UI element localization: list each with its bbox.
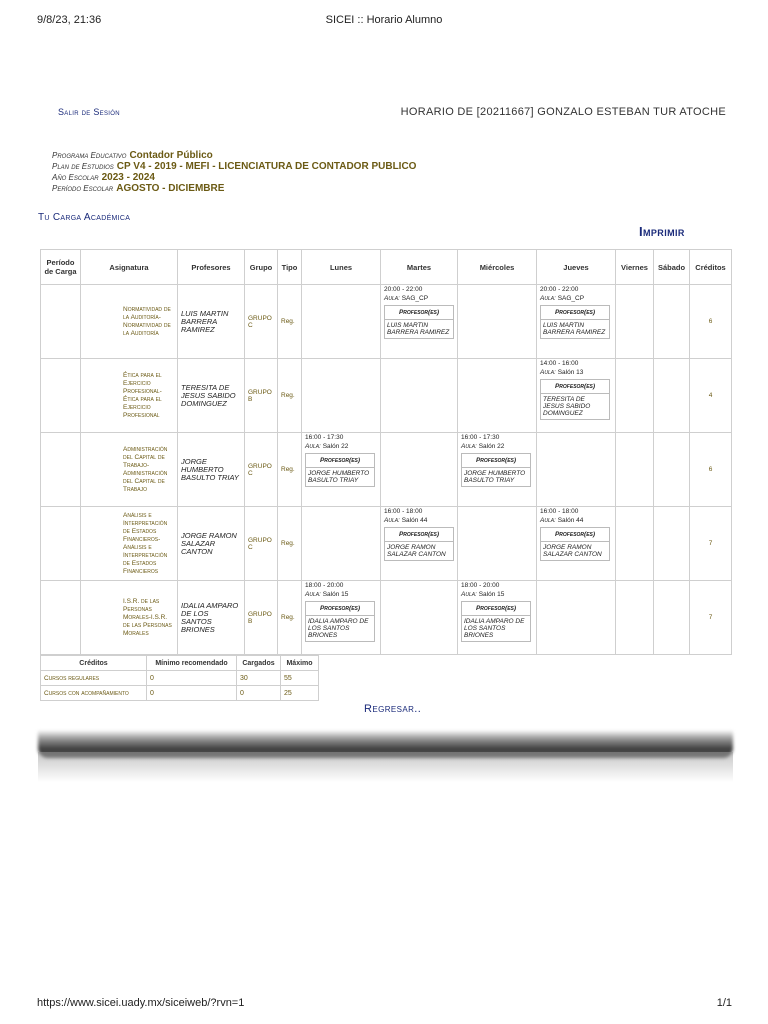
print-title: SICEI :: Horario Alumno [325,14,443,26]
slot-room [461,443,533,450]
day-slot-miercoles [458,507,537,581]
col-header: Asignatura [81,250,178,285]
day-slot-lunes [302,359,381,433]
professor-name: LUIS MARTIN BARRERA RAMIREZ [178,285,245,359]
day-slot-martes [381,433,458,507]
col-header: Sábado [654,250,690,285]
type-cell: Reg. [278,285,302,359]
credits-col-header: Máximo [281,656,319,671]
horario-title: HORARIO DE [20211667] GONZALO ESTEBAN TUR ATOCHE [400,106,726,118]
day-slot-viernes [616,507,654,581]
room-label: Aula: [540,295,556,302]
day-slot-viernes [616,581,654,655]
programa-label: Programa Educativo [52,151,127,160]
room-value: SAG_CP [557,295,585,302]
day-slot-lunes [302,507,381,581]
professor-name: IDALIA AMPARO DE LOS SANTOS BRIONES [178,581,245,655]
day-slot-jueves [537,359,616,433]
day-slot-lunes [302,433,381,507]
credits-col-header: Créditos [41,656,147,671]
professor-box-header: Profesor(es) [541,380,609,394]
day-slot-lunes [302,581,381,655]
credits-row [41,671,319,686]
day-slot-martes [381,359,458,433]
col-header: Lunes [302,250,381,285]
professor-box [461,601,531,642]
period-cell [41,507,81,581]
room-label: Aula: [540,517,556,524]
col-header: Período de Carga [41,250,81,285]
type-cell: Reg. [278,581,302,655]
room-value: SAG_CP [401,295,429,302]
table-row [41,285,732,359]
day-slot-martes [381,285,458,359]
periodo-label: Período Escolar [52,184,114,193]
professor-box [305,453,375,487]
room-label: Aula: [384,517,400,524]
col-header: Tipo [278,250,302,285]
day-slot-martes [381,581,458,655]
col-header: Créditos [690,250,732,285]
slot-time: 20:00 - 22:00 [540,286,579,293]
slot-room [305,591,377,598]
group-cell: GRUPO B [245,581,278,655]
professor-box-name: JORGE HUMBERTO BASULTO TRIAY [308,470,370,484]
back-link[interactable]: Regresar.. [364,703,422,715]
professor-box [540,527,610,561]
slot-room [305,443,377,450]
day-slot-sabado [654,581,690,655]
col-header: Martes [381,250,458,285]
credits-cell: 6 [690,285,732,359]
professor-box-header: Profesor(es) [385,306,453,320]
day-slot-jueves [537,433,616,507]
slot-time: 16:00 - 18:00 [384,508,423,515]
credits-col-header: Cargados [237,656,281,671]
day-slot-lunes [302,285,381,359]
period-cell [41,285,81,359]
programa-value: Contador Público [129,150,213,161]
slot-time: 16:00 - 18:00 [540,508,579,515]
slot-time: 16:00 - 17:30 [305,434,344,441]
table-row [41,581,732,655]
room-value: Salón 22 [478,443,505,450]
day-slot-sabado [654,359,690,433]
credits-header-row [41,656,319,671]
slot-room [540,295,612,302]
credits-table [40,655,319,701]
professor-box-name: JORGE RAMON SALAZAR CANTON [543,544,602,558]
slot-time: 18:00 - 20:00 [461,582,500,589]
room-value: Salón 15 [478,591,505,598]
room-value: Salón 44 [557,517,584,524]
professor-name: JORGE RAMON SALAZAR CANTON [178,507,245,581]
professor-box [540,305,610,339]
professor-box-name: LUIS MARTIN BARRERA RAMIREZ [387,322,450,336]
col-header: Profesores [178,250,245,285]
professor-name: JORGE HUMBERTO BASULTO TRIAY [178,433,245,507]
subject-name: I.S.R. de las Personas Morales-I.S.R. de las Personas Morales [81,581,178,655]
day-slot-viernes [616,359,654,433]
room-label: Aula: [461,591,477,598]
professor-box-name: IDALIA AMPARO DE LOS SANTOS BRIONES [464,618,525,639]
day-slot-miercoles [458,581,537,655]
day-slot-viernes [616,285,654,359]
professor-box-header: Profesor(es) [385,528,453,542]
professor-box-name: JORGE RAMON SALAZAR CANTON [387,544,446,558]
room-value: Salón 15 [322,591,349,598]
professor-box-name: LUIS MARTIN BARRERA RAMIREZ [543,322,606,336]
credits-max: 55 [281,671,319,686]
print-button[interactable]: Imprimir [639,224,685,239]
day-slot-jueves [537,285,616,359]
schedule-header-row [41,250,732,285]
professor-box-header: Profesor(es) [306,454,374,468]
periodo-value: AGOSTO - DICIEMBRE [116,183,225,194]
credits-cell: 7 [690,507,732,581]
period-cell [41,359,81,433]
type-cell: Reg. [278,433,302,507]
professor-box-name: IDALIA AMPARO DE LOS SANTOS BRIONES [308,618,369,639]
table-row [41,433,732,507]
table-row [41,359,732,433]
professor-name: TERESITA DE JESUS SABIDO DOMINGUEZ [178,359,245,433]
slot-time: 18:00 - 20:00 [305,582,344,589]
professor-box [461,453,531,487]
page-shadow-fade [38,752,733,782]
logout-link[interactable]: Salir de Sesión [58,107,120,117]
col-header: Grupo [245,250,278,285]
slot-room [540,517,612,524]
subject-name: Análisis e Interpretación de Estados Financieros-Análisis e Interpretación de Estados Financieros [81,507,178,581]
day-slot-miercoles [458,359,537,433]
professor-box-header: Profesor(es) [462,602,530,616]
day-slot-jueves [537,581,616,655]
professor-box [305,601,375,642]
credits-max: 25 [281,686,319,701]
professor-box-header: Profesor(es) [306,602,374,616]
day-slot-sabado [654,433,690,507]
day-slot-viernes [616,433,654,507]
col-header: Miércoles [458,250,537,285]
subject-name: Normatividad de la Auditoría-Normatividad de la Auditoría [81,285,178,359]
anio-label: Año Escolar [52,173,99,182]
slot-room [384,517,454,524]
room-label: Aula: [384,295,400,302]
room-value: Salón 13 [557,369,584,376]
table-row [41,507,732,581]
credits-cell: 6 [690,433,732,507]
credits-cell: 4 [690,359,732,433]
plan-value: CP V4 - 2019 - MEFI - LICENCIATURA DE CONTADOR PUBLICO [116,161,417,172]
day-slot-jueves [537,507,616,581]
print-url: https://www.sicei.uady.mx/siceiweb/?rvn=1 [37,997,245,1009]
room-label: Aula: [461,443,477,450]
room-label: Aula: [540,369,556,376]
credits-cell: 7 [690,581,732,655]
room-label: Aula: [305,443,321,450]
professor-box-name: TERESITA DE JESUS SABIDO DOMINGUEZ [543,396,591,417]
day-slot-sabado [654,285,690,359]
day-slot-martes [381,507,458,581]
group-cell: GRUPO C [245,285,278,359]
professor-box-name: JORGE HUMBERTO BASULTO TRIAY [464,470,526,484]
slot-room [461,591,533,598]
period-cell [41,581,81,655]
credits-loaded: 0 [237,686,281,701]
type-cell: Reg. [278,507,302,581]
slot-room [540,369,612,376]
period-cell [41,433,81,507]
room-value: Salón 22 [322,443,349,450]
credits-min: 0 [147,671,237,686]
carga-title: Tu Carga Académica [38,212,131,223]
anio-value: 2023 - 2024 [101,172,155,183]
credits-col-header: Mínimo recomendado [147,656,237,671]
professor-box-header: Profesor(es) [462,454,530,468]
professor-box [384,305,454,339]
credits-row-label: Cursos regulares [41,671,147,686]
slot-time: 14:00 - 16:00 [540,360,579,367]
day-slot-miercoles [458,285,537,359]
professor-box-header: Profesor(es) [541,528,609,542]
credits-row [41,686,319,701]
slot-time: 20:00 - 22:00 [384,286,423,293]
slot-room [384,295,454,302]
group-cell: GRUPO C [245,507,278,581]
room-value: Salón 44 [401,517,428,524]
slot-time: 16:00 - 17:30 [461,434,500,441]
type-cell: Reg. [278,359,302,433]
group-cell: GRUPO B [245,359,278,433]
print-date: 9/8/23, 21:36 [37,14,102,26]
credits-min: 0 [147,686,237,701]
group-cell: GRUPO C [245,433,278,507]
credits-loaded: 30 [237,671,281,686]
professor-box [540,379,610,420]
professor-box-header: Profesor(es) [541,306,609,320]
schedule-table [40,249,732,655]
print-page-number: 1/1 [716,997,732,1009]
room-label: Aula: [305,591,321,598]
day-slot-miercoles [458,433,537,507]
col-header: Jueves [537,250,616,285]
professor-box [384,527,454,561]
plan-label: Plan de Estudios [52,162,114,171]
col-header: Viernes [616,250,654,285]
day-slot-sabado [654,507,690,581]
credits-row-label: Cursos con acompañamiento [41,686,147,701]
subject-name: Ética para el Ejercicio Profesional-Ética para el Ejercicio Profesional [81,359,178,433]
program-info [52,150,416,194]
subject-name: Administración del Capital de Trabajo-Administración del Capital de Trabajo [81,433,178,507]
